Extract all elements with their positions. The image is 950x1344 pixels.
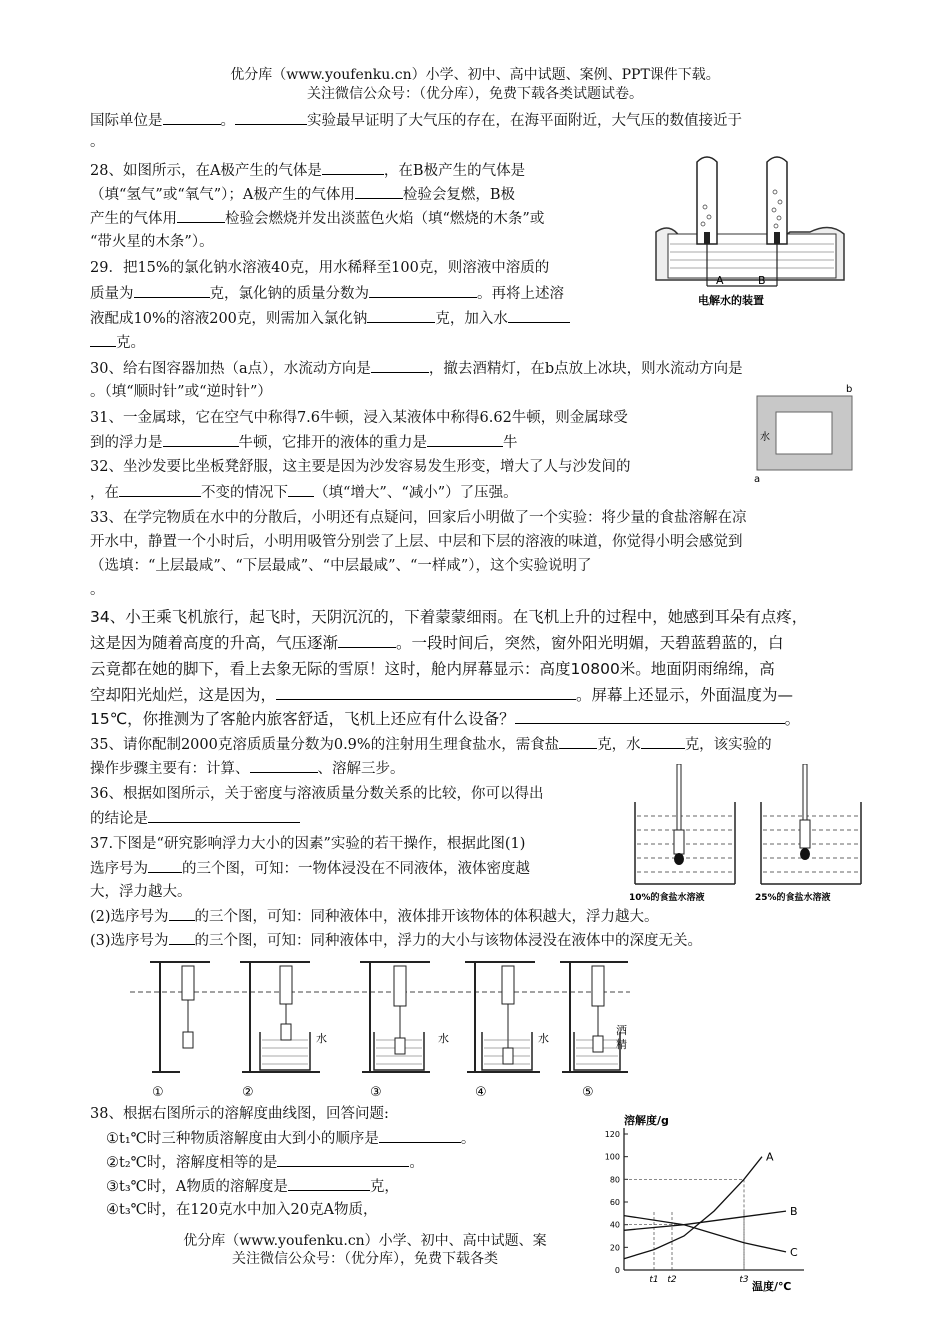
q34-line-2: 这是因为随着高度的升高，气压逐渐 。一段时间后，突然，窗外阳光明媚，天碧蓝碧蓝的，白	[90, 634, 784, 652]
q35-blank-1[interactable]	[559, 734, 597, 749]
y-tick-label: 120	[604, 1130, 620, 1139]
q28-blank-3[interactable]	[177, 208, 225, 223]
setup-num-2: ②	[242, 1085, 254, 1100]
q34-blank-3[interactable]	[515, 709, 785, 724]
water-label: 水	[760, 432, 770, 443]
q38-sub-1: ①t₁℃时三种物质溶解度由大到小的顺序是 。	[106, 1128, 475, 1149]
figure-caption: 电解水的装置	[698, 294, 764, 307]
setup-3	[360, 962, 449, 1100]
q35-blank-2[interactable]	[641, 734, 685, 749]
q37-line-3: 大，浮力越大。	[90, 884, 192, 900]
water-label-2: 水	[316, 1032, 327, 1045]
q32-blank-2[interactable]	[288, 482, 314, 497]
density-figure	[625, 764, 875, 904]
label-b: B	[758, 274, 766, 287]
q37-blank-3[interactable]	[169, 930, 195, 945]
header-line-1: 优分库（www.youfenku.cn）小学、初中、高中试题、案例、PPT课件下载。	[230, 67, 720, 83]
q35-blank-3[interactable]	[250, 758, 318, 773]
q30-line-2: 。（填“顺时针”或“逆时针”）	[90, 384, 272, 400]
setup-num-4: ④	[475, 1085, 487, 1100]
q29-line-1: 29．把15%的氯化钠水溶液40克，用水稀释至100克，则溶液中溶质的	[90, 260, 550, 276]
water-loop-figure	[752, 380, 862, 486]
q38-sub-4: ④t₃℃时，在120克水中加入20克A物质，	[106, 1202, 378, 1218]
solubility-chart	[594, 1110, 824, 1296]
q32-line-2: ，在 不变的情况下 （填“增大”、“减小”）了压强。	[90, 482, 518, 503]
setup-num-5: ⑤	[582, 1085, 594, 1100]
q33-line-3: （选填：“上层最咸”、“下层最咸”、“中层最咸”、“一样咸”），这个实验说明了	[90, 558, 592, 574]
footer-line-2: 关注微信公众号：（优分库），免费下载各类	[232, 1251, 498, 1267]
q28-line-3: 产生的气体用 检验会燃烧并发出淡蓝色火焰（填“燃烧的木条”或	[90, 208, 544, 229]
q34-line-4: 空却阳光灿烂，这是因为， 。屏幕上还显示，外面温度为—	[90, 686, 794, 704]
q29-blank-1[interactable]	[134, 283, 210, 298]
setup-4	[465, 962, 549, 1100]
q29-line-3: 液配成10%的溶液200克，则需加入氯化钠 克，加入水	[90, 308, 570, 329]
chart-xlabel: 温度/℃	[752, 1280, 792, 1293]
q30-blank-1[interactable]	[371, 358, 429, 373]
caption-10-percent: 10%的食盐水溶液	[629, 893, 705, 903]
series-label-B: B	[790, 1205, 798, 1219]
q37-line-4: (2)选序号为 的三个图，可知：同种液体中，液体排开该物体的体积越大，浮力越大。	[90, 906, 659, 927]
caption-25-percent: 25%的食盐水溶液	[755, 893, 831, 903]
q30-line-1: 30、给右图容器加热（a点），水流动方向是 ，撤去酒精灯，在b点放上冰块，则水流动方向是	[90, 358, 743, 379]
electrolysis-figure	[650, 152, 850, 312]
q27-line: 国际单位是 。 实验最早证明了大气压的存在，在海平面附近，大气压的数值接近于	[90, 110, 742, 131]
alcohol-label-2: 精	[616, 1038, 627, 1051]
q33-line-1: 33、在学完物质在水中的分散后，小明还有点疑问，回家后小明做了一个实验：将少量的食盐溶解在凉	[90, 510, 747, 526]
q29-blank-4[interactable]	[508, 308, 570, 323]
q27-line-2: 。	[90, 134, 105, 150]
q38-sub-2: ②t₂℃时，溶解度相等的是 。	[106, 1152, 424, 1173]
q34-line-3: 云竟都在她的脚下，看上去象无际的雪原！这时，舱内屏幕显示：高度10800米。地面阴雨绵绵，高	[90, 660, 775, 678]
setup-num-1: ①	[152, 1085, 164, 1100]
setup-5	[560, 962, 628, 1100]
water-label-3: 水	[438, 1032, 449, 1045]
y-tick-label: 40	[609, 1220, 620, 1230]
q29-blank-4b	[90, 332, 116, 347]
q28-line-1: 28、如图所示，在A极产生的气体是 ，在B极产生的气体是	[90, 160, 525, 181]
beaker-25-percent	[755, 764, 861, 903]
series-line-B	[624, 1211, 786, 1230]
q31-blank-1[interactable]	[163, 432, 239, 447]
q36-line-2: 的结论是	[90, 808, 300, 829]
series-label-A: A	[766, 1150, 774, 1164]
q38-blank-3[interactable]	[288, 1176, 370, 1191]
q34-line-1: 34、小王乘飞机旅行，起飞时，天阴沉沉的，下着蒙蒙细雨。在飞机上升的过程中，她感到耳朵有点疼，	[90, 608, 808, 626]
water-label-4: 水	[538, 1032, 549, 1045]
q33-line-4: 。	[90, 582, 105, 598]
q29-line-4: 克。	[90, 332, 145, 353]
q37-blank-1[interactable]	[148, 858, 182, 873]
q34-line-5: 15℃，你推测为了客舱内旅客舒适，飞机上还应有什么设备？ 。	[90, 710, 801, 728]
q35-line-1: 35、请你配制2000克溶质质量分数为0.9%的注射用生理食盐水，需食盐 克，水 克，该实验的	[90, 734, 772, 755]
q34-blank-2[interactable]	[276, 685, 576, 700]
q29-blank-3[interactable]	[367, 308, 435, 323]
y-tick-label: 100	[604, 1152, 620, 1162]
q29-blank-2[interactable]	[369, 283, 477, 298]
series-label-C: C	[790, 1245, 798, 1259]
electrode-a	[704, 232, 710, 244]
q28-line-2: （填“氢气”或“氧气”）；A极产生的气体用 检验会复燃，B极	[90, 184, 515, 205]
setup-1	[150, 962, 210, 1100]
y-tick-label: 20	[609, 1243, 620, 1253]
q31-blank-2[interactable]	[427, 432, 503, 447]
electrode-b	[774, 232, 780, 244]
point-b: b	[846, 384, 853, 395]
footer-line-1: 优分库（www.youfenku.cn）小学、初中、高中试题、案	[183, 1233, 547, 1249]
point-a: a	[754, 474, 761, 485]
q31-line-1: 31、一金属球，它在空气中称得7.6牛顿，浸入某液体中称得6.62牛顿，则金属球受	[90, 410, 628, 426]
q32-line-1: 32、坐沙发要比坐板凳舒服，这主要是因为沙发容易发生形变，增大了人与沙发间的	[90, 459, 631, 475]
setup-num-3: ③	[370, 1085, 382, 1100]
q38-sub-3: ③t₃℃时，A物质的溶解度是 克，	[106, 1176, 399, 1197]
q36-line-1: 36、根据如图所示，关于密度与溶液质量分数关系的比较，你可以得出	[90, 786, 544, 802]
y-tick-label: 60	[609, 1198, 620, 1207]
y-tick-label: 80	[609, 1175, 620, 1185]
label-a: A	[716, 274, 724, 287]
beaker-10-percent	[629, 764, 735, 903]
x-tick-label: t3	[739, 1275, 749, 1285]
q38-blank-2[interactable]	[277, 1152, 409, 1167]
q37-blank-2[interactable]	[169, 906, 195, 921]
q37-line-2: 选序号为 的三个图，可知：一物体浸没在不同液体，液体密度越	[90, 858, 530, 879]
q28-line-4: “带火星的木条”）。	[90, 234, 214, 250]
q33-line-2: 开水中，静置一个小时后，小明用吸管分别尝了上层、中层和下层的溶液的味道，你觉得小明会感觉到	[90, 534, 743, 550]
y-tick-label: 0	[614, 1266, 620, 1275]
q28-blank-2[interactable]	[355, 184, 403, 199]
alcohol-label-1: 酒	[616, 1024, 627, 1037]
chart-ylabel: 溶解度/g	[624, 1114, 669, 1127]
setup-2	[240, 962, 327, 1100]
x-tick-label: t2	[667, 1275, 677, 1285]
q28-blank-1[interactable]	[322, 160, 384, 175]
q37-line-1: 37.下图是“研究影响浮力大小的因素”实验的若干操作，根据此图(1)	[90, 836, 526, 852]
q35-line-2: 操作步骤主要有：计算、 、溶解三步。	[90, 758, 405, 779]
q27-blank-1[interactable]	[163, 110, 221, 125]
q38-blank-1[interactable]	[379, 1128, 461, 1143]
q27-blank-2[interactable]	[235, 110, 307, 125]
q37-line-5: (3)选序号为 的三个图，可知：同种液体中，浮力的大小与该物体浸没在液体中的深度无关。	[90, 930, 702, 951]
x-tick-label: t1	[649, 1275, 659, 1285]
q29-line-2: 质量为 克，氯化钠的质量分数为 。再将上述溶	[90, 283, 564, 304]
q31-line-2: 到的浮力是 牛顿，它排开的液体的重力是 牛	[90, 432, 518, 453]
q32-blank-1[interactable]	[119, 482, 201, 497]
q34-blank-1[interactable]	[338, 633, 396, 648]
q38-line-1: 38、根据右图所示的溶解度曲线图，回答问题:	[90, 1106, 389, 1122]
buoyancy-figure	[130, 952, 630, 1102]
header-line-2: 关注微信公众号：（优分库），免费下载各类试题试卷。	[307, 86, 643, 102]
q36-blank-1[interactable]	[148, 808, 300, 823]
